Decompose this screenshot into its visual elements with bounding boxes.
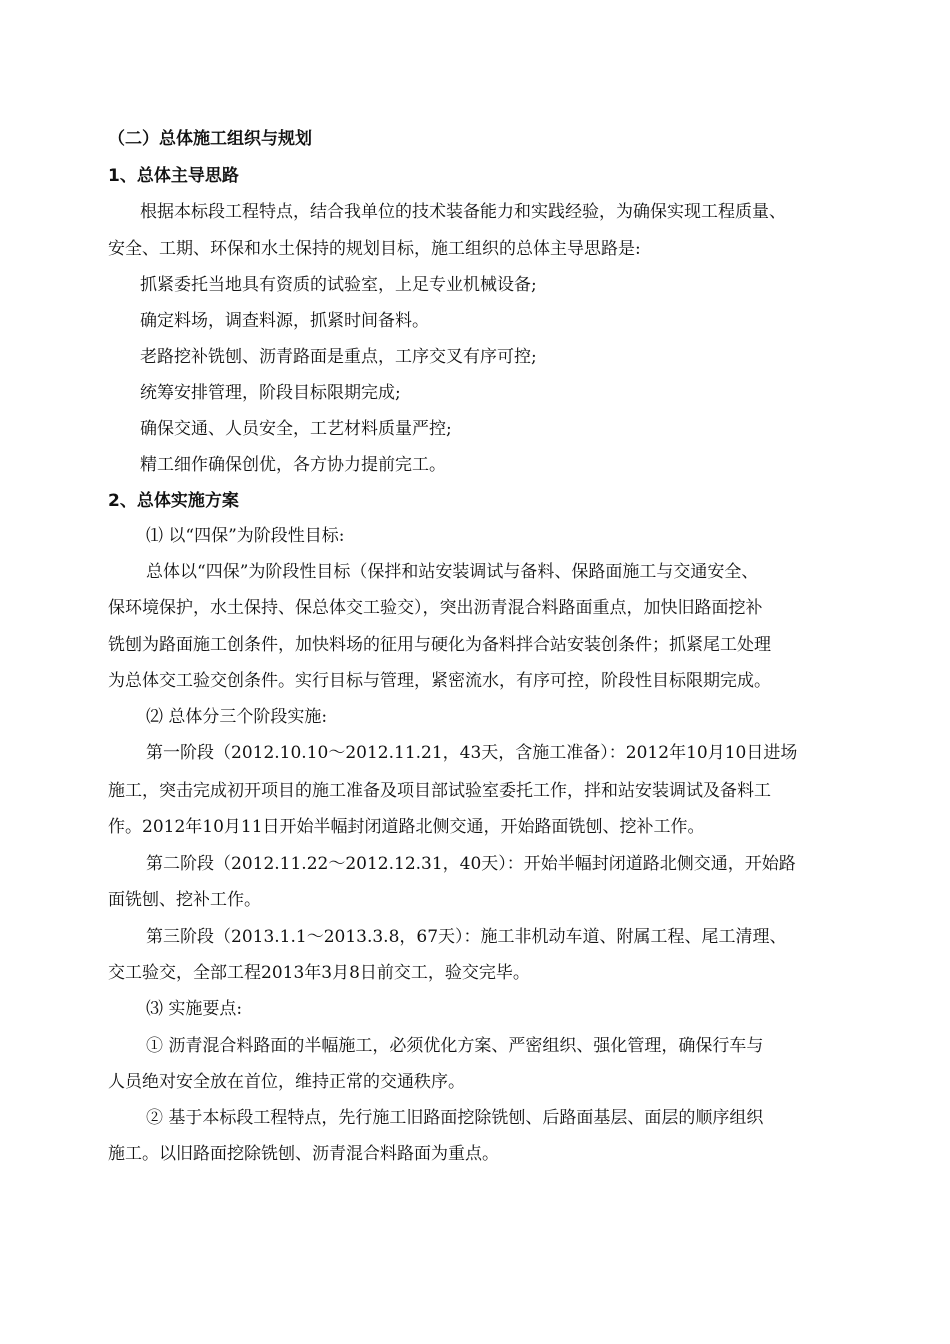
subheading: ⑶ 实施要点: [146, 999, 243, 1019]
paragraph-line: 第三阶段（2013.1.1～2013.3.8，67天）：施工非机动车道、附属工程、尾工清理、 [146, 927, 787, 947]
paragraph-line: 施工，突击完成初开项目的施工准备及项目部试验室委托工作，拌和站安装调试及备料工 [108, 781, 771, 801]
list-item: 确定料场，调查料源，抓紧时间备料。 [140, 311, 429, 331]
list-item: 抓紧委托当地具有资质的试验室，上足专业机械设备; [140, 275, 537, 295]
list-item: 统筹安排管理，阶段目标限期完成; [140, 383, 401, 403]
heading-1: 1、总体主导思路 [108, 166, 239, 186]
paragraph-line: 人员绝对安全放在首位，维持正常的交通秩序。 [108, 1072, 465, 1092]
list-item: 精工细作确保创优，各方协力提前完工。 [140, 455, 446, 475]
paragraph-line: 施工。以旧路面挖除铣刨、沥青混合料路面为重点。 [108, 1144, 499, 1164]
subheading: ⑵ 总体分三个阶段实施: [146, 707, 328, 727]
paragraph-line: ② 基于本标段工程特点，先行施工旧路面挖除铣刨、后路面基层、面层的顺序组织 [146, 1108, 764, 1128]
paragraph-line: ① 沥青混合料路面的半幅施工，必须优化方案、严密组织、强化管理，确保行车与 [146, 1036, 764, 1056]
paragraph-line: 第二阶段（2012.11.22～2012.12.31，40天）：开始半幅封闭道路北侧交通，开始路 [146, 854, 796, 874]
paragraph-line: 根据本标段工程特点，结合我单位的技术装备能力和实践经验，为确保实现工程质量、 [140, 202, 786, 222]
paragraph-line: 第一阶段（2012.10.10～2012.11.21，43天，含施工准备）：2012年10月10日进场 [146, 743, 798, 763]
paragraph-line: 交工验交，全部工程2013年3月8日前交工，验交完毕。 [108, 963, 530, 983]
paragraph-line: 安全、工期、环保和水土保持的规划目标，施工组织的总体主导思路是: [108, 239, 641, 259]
paragraph-line: 作。2012年10月11日开始半幅封闭道路北侧交通，开始路面铣刨、挖补工作。 [108, 817, 705, 837]
paragraph-line: 面铣刨、挖补工作。 [108, 890, 261, 910]
paragraph-line: 为总体交工验交创条件。实行目标与管理，紧密流水，有序可控，阶段性目标限期完成。 [108, 671, 771, 691]
heading-2: 2、总体实施方案 [108, 491, 239, 511]
list-item: 老路挖补铣刨、沥青路面是重点，工序交叉有序可控; [140, 347, 537, 367]
list-item: 确保交通、人员安全，工艺材料质量严控; [140, 419, 452, 439]
subheading: ⑴ 以“四保”为阶段性目标: [146, 526, 345, 546]
paragraph-line: 总体以“四保”为阶段性目标（保拌和站安装调试与备料、保路面施工与交通安全、 [146, 562, 759, 582]
paragraph-line: 铣刨为路面施工创条件，加快料场的征用与硬化为备料拌合站安装创条件；抓紧尾工处理 [108, 635, 771, 655]
section-title: （二）总体施工组织与规划 [108, 129, 312, 149]
paragraph-line: 保环境保护，水土保持、保总体交工验交），突出沥青混合料路面重点，加快旧路面挖补 [108, 598, 763, 618]
